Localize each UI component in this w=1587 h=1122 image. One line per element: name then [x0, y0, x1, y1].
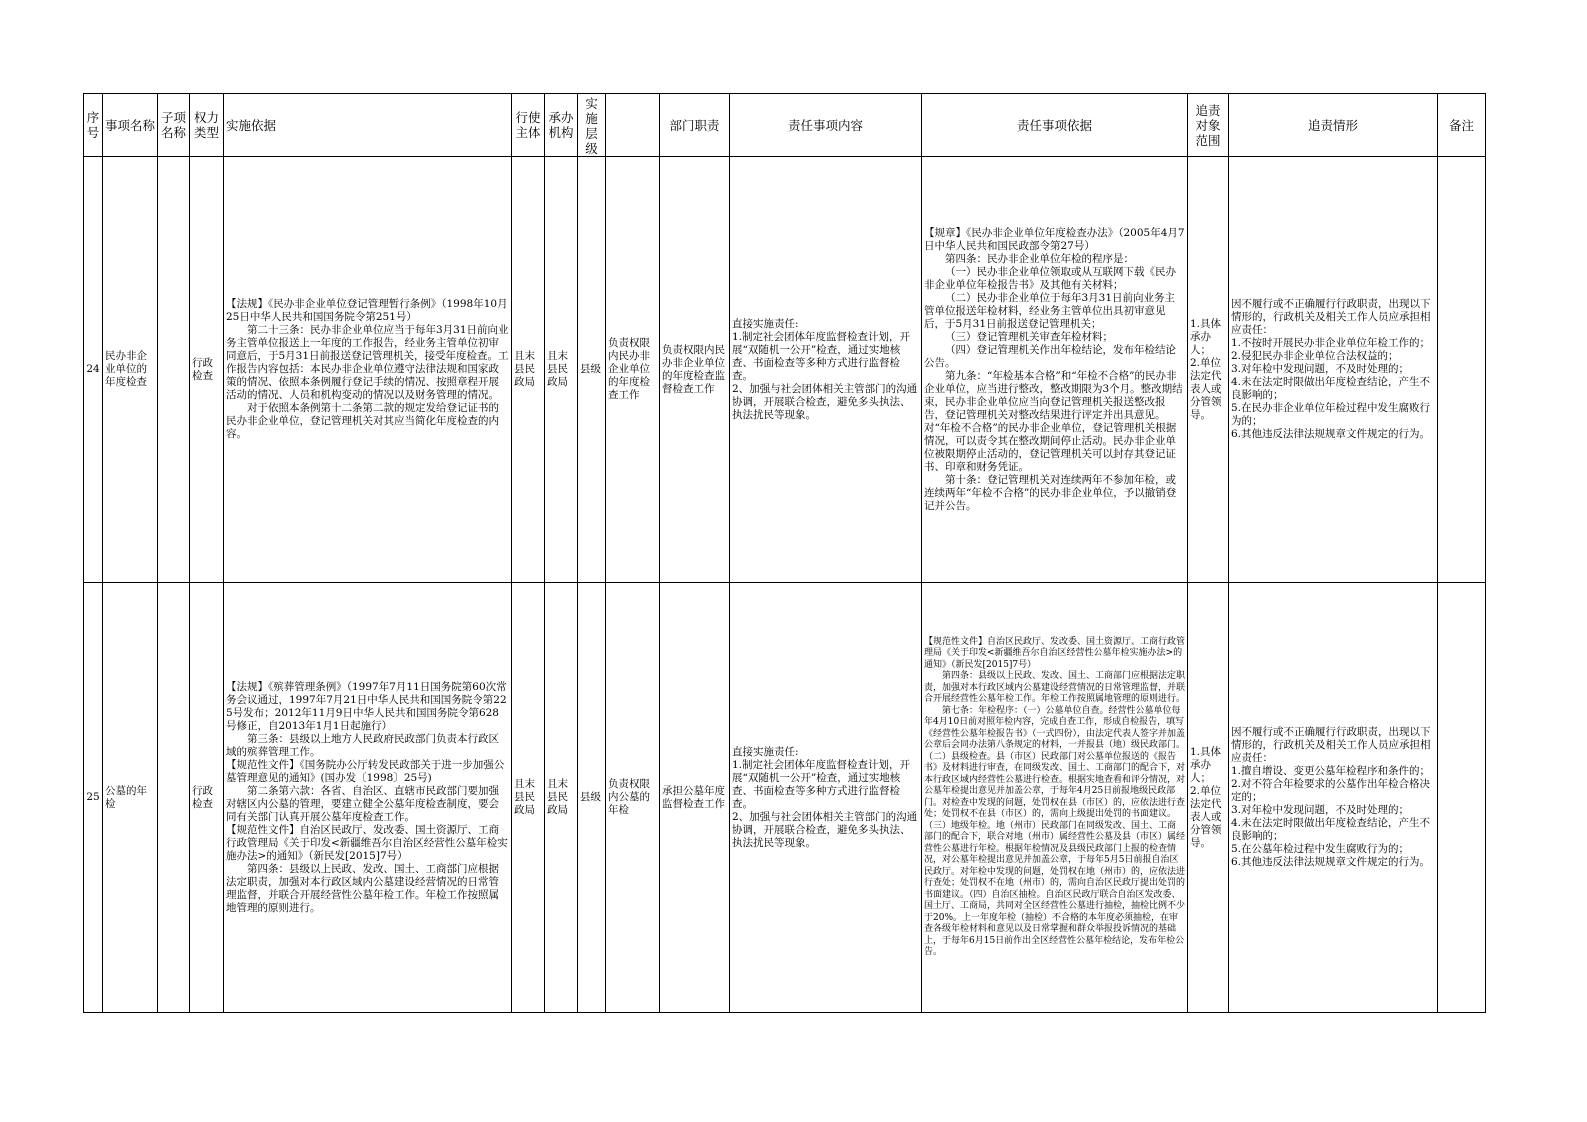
resp-basis-paragraph: 【规章】《民办非企业单位年度检查办法》（2005年4月7日中华人民共和国民政部令第27号）: [924, 226, 1185, 252]
header-resp-content: 责任事项内容: [730, 94, 922, 157]
header-situation: 追责情形: [1229, 94, 1438, 157]
basis-paragraph: 对于依照本条例第十二条第二款的规定发给登记证书的民办非企业单位，登记管理机关对其应当简化年度检查的内容。: [226, 402, 499, 440]
cell-subject: 且末县民政局: [512, 583, 545, 1013]
cell-remark: [1438, 583, 1486, 1013]
cell-basis: [224, 157, 512, 583]
header-scope: 追责对象范围: [1188, 94, 1229, 157]
cell-handling-org: 且末县民政局: [545, 157, 578, 583]
resp-basis-paragraph: 第四条：县级以上民政、发改、国土、工商部门应根据法定职责，加强对本行政区域内公墓建设经营情况的日常管理监督，并联合开展经营性公墓年检工作。年检工作按照属地管理的原则进行。: [924, 671, 1186, 704]
basis-paragraph: 【规范性文件】《国务院办公厅转发民政部关于进一步加强公墓管理意见的通知》(国办发〔1998〕25号): [226, 758, 505, 784]
resp-basis-paragraph: 第十条：登记管理机关对连续两年不参加年检，或连续两年“年检不合格”的民办非企业单位，予以撤销登记并公告。: [924, 473, 1177, 512]
cell-subject: 且末县民政局: [512, 157, 545, 583]
resp-basis-paragraph: （四）登记管理机关作出年检结论，发布年检结论公告。: [924, 343, 1176, 369]
basis-paragraph: 第二条第六款：各省、自治区、直辖市民政部门要加强对辖区内公墓的管理，要建立健全公墓年度检查制度，要会同有关部门认真开展公墓年度检查工作。: [226, 784, 499, 823]
header-power-type: 权力类型: [190, 94, 224, 157]
header-resp-basis: 责任事项依据: [922, 94, 1188, 157]
header-level: 实施层级: [578, 94, 606, 157]
cell-handling-org: 且末县民政局: [545, 583, 578, 1013]
header-remark: 备注: [1438, 94, 1486, 157]
resp-basis-paragraph: （二）民办非企业单位于每年3月31日前向业务主管单位报送年检材料，经业务主管单位出具初审意见后，于5月31日前报送登记管理机关；: [924, 291, 1176, 330]
basis-paragraph: 第二十三条：民办非企业单位应当于每年3月31日前向业务主管单位报送上一年度的工作报告，经业务主管单位初审同意后，于5月31日前报送登记管理机关，接受年度检查。工作报告内容包括：本民办非企业单位遵守法律法规和国家政策的情况、依照本条例履行登记手续的情况、按照章程开展活动的情况、人员和机构变动的情况以及财务管理的情况。: [226, 324, 509, 401]
header-handling-org: 承办机构: [545, 94, 578, 157]
header-basis: 实施依据: [224, 94, 512, 157]
basis-paragraph: 【法规】《殡葬管理条例》（1997年7月11日国务院第60次常务会议通过，1997年7月21日中华人民共和国国务院令第225号发布；2012年11月9日中华人民共和国国务院令第628号修正，自2013年1月1日起施行）: [226, 680, 507, 732]
table-row: [84, 583, 1486, 1013]
cell-sub-item: [158, 157, 190, 583]
cell-sub-item: [158, 583, 190, 1013]
cell-resp-content: 直接实施责任: 1.制定社会团体年度监督检查计划，开展“双随机一公开”检查，通过实地核查、书面检查等多种方式进行监督检查。 2、加强与社会团体相关主管部门的沟通协调，开展联合检查，避免多头执法、执法扰民等现象。: [730, 157, 922, 583]
cell-power-type: 行政检查: [190, 583, 224, 1013]
cell-level: 县级: [578, 583, 606, 1013]
basis-paragraph: 【法规】《民办非企业单位登记管理暂行条例》（1998年10月25日中华人民共和国国务院令第251号）: [226, 298, 508, 323]
cell-resp-basis: [922, 583, 1188, 1013]
cell-item-name: 公墓的年检: [103, 583, 158, 1013]
basis-paragraph: 第三条：县级以上地方人民政府民政部门负责本行政区域的殡葬管理工作。: [226, 732, 499, 758]
cell-scope: 1.具体承办人； 2.单位法定代表人或分管领导。: [1188, 157, 1229, 583]
basis-paragraph: 第四条：县级以上民政、发改、国土、工商部门应根据法定职责，加强对本行政区域内公墓建设经营情况的日常管理监督，并联合开展经营性公墓年检工作。年检工作按照属地管理的原则进行。: [226, 862, 499, 914]
cell-situation: 因不履行或不正确履行行政职责，出现以下情形的，行政机关及相关工作人员应承担相应责任： 1.擅自增设、变更公墓年检程序和条件的； 2.对不符合年检要求的公墓作出年检合格决定的； 3.对年检中发现问题，不及时处理的； 4.未在法定时限做出年度检查结论，产生不良影响的； 5.在公墓年检过程中发生腐败行为的； 6.其他违反法律法规规章文件规定的行为。: [1229, 583, 1438, 1013]
cell-item-name: 民办非企业单位的年度检查: [103, 157, 158, 583]
basis-paragraph: 【规范性文件】自治区民政厅、发改委、国土资源厅、工商行政管理局《关于印发<新疆维吾尔自治区经营性公墓年检实施办法>的通知》（新民发[2015]7号）: [226, 823, 508, 862]
resp-basis-paragraph: 第四条：民办非企业单位年检的程序是：: [945, 252, 1134, 265]
cell-basis: [224, 583, 512, 1013]
header-item-name: 事项名称: [103, 94, 158, 157]
cell-blank: 负责权限内公墓的年检: [606, 583, 660, 1013]
resp-basis-paragraph: 【规范性文件】自治区民政厅、发改委、国土资源厅、工商行政管理局《关于印发<新疆维吾尔自治区经营性公墓年检实施办法>的通知》（新民发[2015]7号）: [924, 636, 1186, 670]
cell-dept-duty: 承担公墓年度监督检查工作: [660, 583, 730, 1013]
header-blank: [606, 94, 660, 157]
resp-basis-paragraph: （一）民办非企业单位领取或从互联网下载《民办非企业单位年检报告书》及其他有关材料；: [924, 265, 1176, 291]
cell-resp-content: 直接实施责任: 1.制定社会团体年度监督检查计划，开展“双随机一公开”检查，通过实地核查、书面检查等多种方式进行监督检查。 2、加强与社会团体相关主管部门的沟通协调，开展联合检查，避免多头执法、执法扰民等现象。: [730, 583, 922, 1013]
cell-scope: 1.具体承办人； 2.单位法定代表人或分管领导。: [1188, 583, 1229, 1013]
cell-power-type: 行政检查: [190, 157, 224, 583]
cell-seq: 24: [84, 157, 103, 583]
cell-level: 县级: [578, 157, 606, 583]
power-list-table: [83, 93, 1486, 1013]
cell-dept-duty: 负责权限内民办非企业单位的年度检查监督检查工作: [660, 157, 730, 583]
resp-basis-paragraph: 第七条：年检程序：（一）公墓单位自查。经营性公墓单位每年4月10日前对照年检内容，完成自查工作，形成自检报告，填写《经营性公墓年检报告书》（一式四份），由法定代表人签字并加盖公章后会同办法第八条规定的材料，一并报县（地）级民政部门。（二）县级检查。县（市区）民政部门对公墓单位报送的《报告书》及材料进行审查，在同级发改、国土、工商部门的配合下，对本行政区域内经营性公墓进行检查。根据实地查看和评分情况，对公墓年检提出意见并加盖公章，于每年4月25日前报地级民政部门。对检查中发现的问题，处罚权在县（市区）的，应依法进行查处；处罚权不在县（市区）的，需向上级提出处罚的书面建议。（三）地级年检。地（州市）民政部门在同级发改、国土、工商部门的配合下，联合对地（州市）属经营性公墓及县（市区）属经营性公墓进行年检。根据年检情况及县级民政部门上报的检查情况，对公墓年检提出意见并加盖公章，于每年5月5日前报自治区民政厅。对年检中发现的问题，处罚权在地（州市）的，应依法进行查处；处罚权不在地（州市）的，需向自治区民政厅提出处罚的书面建议。（四）自治区抽检。自治区民政厅联合自治区发改委、国土厅、工商局，共同对全区经营性公墓进行抽检，抽检比例不少于20%。上一年度年检（抽检）不合格的本年度必须抽检，在审查各级年检材料和意见以及日常掌握和群众举报投诉情况的基础上，于每年6月15日前作出全区经营性公墓年检结论，发布年检公告。: [924, 705, 1186, 957]
cell-blank: 负责权限内民办非企业单位的年度检查工作: [606, 157, 660, 583]
header-sub-item: 子项名称: [158, 94, 190, 157]
table-row: [84, 157, 1486, 583]
cell-resp-basis: [922, 157, 1188, 583]
header-dept-duty: 部门职责: [660, 94, 730, 157]
cell-situation: 因不履行或不正确履行行政职责，出现以下情形的，行政机关及相关工作人员应承担相应责任： 1.不按时开展民办非企业单位年检工作的； 2.侵犯民办非企业单位合法权益的； 3.对年检中发现问题，不及时处理的； 4.未在法定时限做出年度检查结论，产生不良影响的； 5.在民办非企业单位年检过程中发生腐败行为的； 6.其他违反法律法规规章文件规定的行为。: [1229, 157, 1438, 583]
resp-basis-paragraph: 第九条：“年检基本合格”和“年检不合格”的民办非企业单位，应当进行整改，整改期限为3个月。整改期结束，民办非企业单位应当向登记管理机关报送整改报告，登记管理机关对整改结果进行评定并出具意见。对“年检不合格”的民办非企业单位，登记管理机关根据情况，可以责令其在整改期间停止活动。民办非企业单位被限期停止活动的，登记管理机关可以封存其登记证书、印章和财务凭证。: [924, 369, 1183, 473]
cell-remark: [1438, 157, 1486, 583]
header-seq: 序号: [84, 94, 103, 157]
header-subject: 行使主体: [512, 94, 545, 157]
resp-basis-paragraph: （三）登记管理机关审查年检材料；: [945, 330, 1113, 343]
header-row: [84, 94, 1486, 157]
cell-seq: 25: [84, 583, 103, 1013]
